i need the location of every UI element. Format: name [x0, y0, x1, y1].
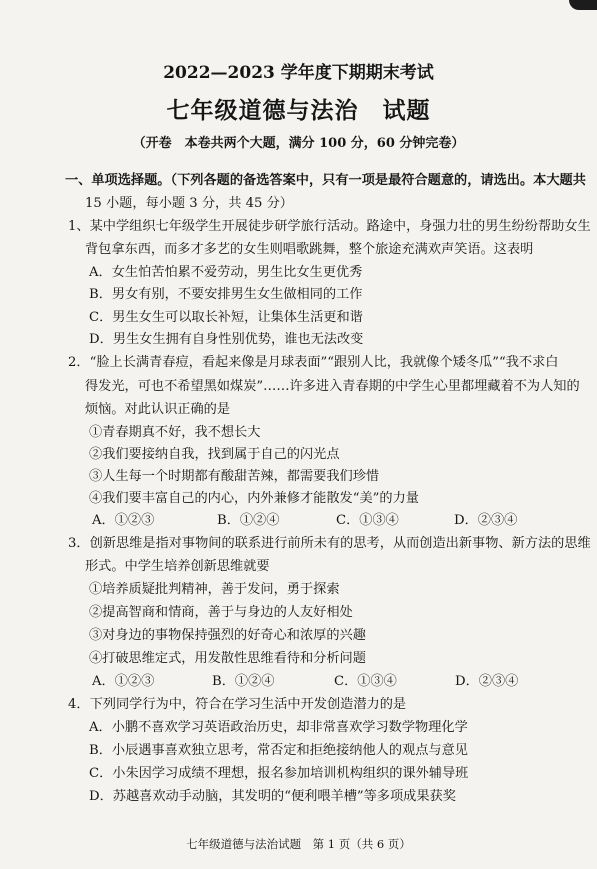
q2-option-c: C．①③④: [336, 513, 399, 528]
q4-option-d: D．苏越喜欢动手动脑，其发明的“便利喂羊槽”等多项成果获奖: [89, 789, 456, 804]
q1-stem-line1: 1、某中学组织七年级学生开展徒步研学旅行活动。路途中，身强力壮的男生纷纷帮助女生: [68, 219, 591, 234]
q2-option-d: D．②③④: [454, 513, 518, 528]
q3-option-b: B．①②④: [212, 674, 275, 689]
q2-stem-line3: 烦恼。对此认识正确的是: [85, 402, 231, 417]
q2-statement-3: ③人生每一个时期都有酸甜苦辣，都需要我们珍惜: [89, 469, 380, 484]
q2-statement-1: ①青春期真不好，我不想长大: [89, 425, 261, 440]
q4-option-a: A．小鹏不喜欢学习英语政治历史，却非常喜欢学习数学物理化学: [89, 720, 468, 735]
q3-option-a: A．①②③: [92, 674, 155, 689]
q3-statement-2: ②提高智商和情商，善于与身边的人友好相处: [89, 605, 353, 620]
exam-note: （开卷 本卷共两个大题，满分 100 分，60 分钟完卷）: [132, 136, 465, 151]
q2-option-a: A．①②③: [92, 513, 155, 528]
q4-stem: 4．下列同学行为中，符合在学习生活中开发创造潜力的是: [68, 697, 407, 712]
q2-statement-2: ②我们要接纳自我，找到属于自己的闪光点: [89, 447, 340, 462]
scan-corner-mark: [569, 0, 597, 10]
q3-option-c: C．①③④: [334, 674, 397, 689]
page-footer: 七年级道德与法治试题 第 1 页（共 6 页）: [186, 837, 411, 851]
q1-option-b: B．男女有别，不要安排男生女生做相同的工作: [89, 287, 363, 302]
q2-statement-4: ④我们要丰富自己的内心，内外兼修才能散发“美”的力量: [89, 491, 419, 506]
q2-stem-line1: 2．“脸上长满青春痘，看起来像是月球表面”“跟别人比，我就像个矮冬瓜”“我不求白: [68, 355, 559, 370]
q1-stem-line2: 背包拿东西，而多才多艺的女生则唱歌跳舞，整个旅途充满欢声笑语。这表明: [85, 242, 534, 257]
q4-option-b: B．小辰遇事喜欢独立思考，常否定和拒绝接纳他人的观点与意见: [89, 743, 468, 758]
q3-statement-4: ④打破思维定式，用发散性思维看待和分析问题: [89, 651, 366, 666]
q1-option-a: A．女生怕苦怕累不爱劳动，男生比女生更优秀: [89, 265, 363, 280]
q2-stem-line2: 得发光，可也不希望黑如煤炭”……许多进入青春期的中学生心里都埋藏着不为人知的: [85, 379, 580, 394]
q3-statement-1: ①培养质疑批判精神，善于发问，勇于探索: [89, 582, 340, 597]
q4-option-c: C．小朱因学习成绩不理想，报名参加培训机构组织的课外辅导班: [89, 766, 469, 781]
q3-options: [0, 673, 597, 690]
q2-option-b: B．①②④: [217, 513, 280, 528]
q1-option-d: D．男生女生拥有自身性别优势，谁也无法改变: [89, 332, 364, 347]
section-heading: 一、单项选择题。（下列各题的备选答案中，只有一项是最符合题意的，请选出。本大题共: [65, 173, 586, 188]
q3-stem-line1: 3．创新思维是指对事物间的联系进行前所未有的思考，从而创造出新事物、新方法的思维: [68, 536, 591, 551]
section-heading-cont: 15 小题，每小题 3 分，共 45 分）: [85, 196, 293, 211]
exam-subject-title: 七年级道德与法治 试题: [166, 97, 431, 124]
q3-stem-line2: 形式。中学生培养创新思维就要: [85, 559, 270, 574]
exam-title: 2022—2023 学年度下期期末考试: [163, 63, 434, 83]
q3-statement-3: ③对身边的事物保持强烈的好奇心和浓厚的兴趣: [89, 628, 366, 643]
q2-options: [0, 512, 597, 529]
q1-option-c: C．男生女生可以取长补短，让集体生活更和谐: [89, 310, 363, 325]
q3-option-d: D．②③④: [455, 674, 519, 689]
